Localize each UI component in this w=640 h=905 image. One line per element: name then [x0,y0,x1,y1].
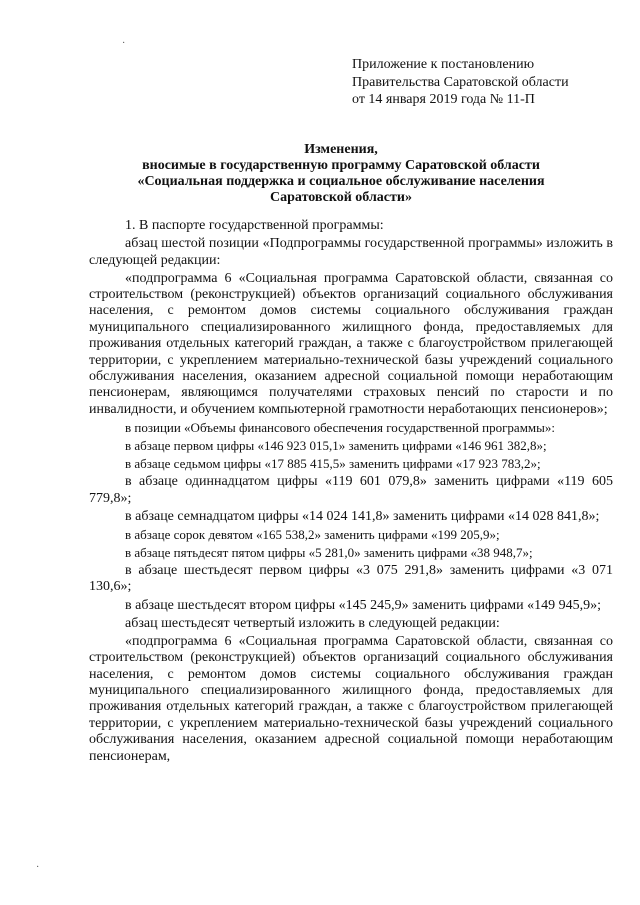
paragraph: в абзаце шестьдесят втором цифры «145 245,9» заменить цифрами «149 945,9»; [125,597,601,613]
paragraph: «подпрограмма 6 «Социальная программа Саратовской области, связанная со строительством (реконструкцией) объектов организаций социального обслуживания населения, с ремонтом домов системы социального обслуживания граждан муниципального специализированного жилищного фонда, предоставляемых для проживания отдельных категорий граждан, а также с благоустройством прилегающей территории, с укреплением материально-технической базы учреждений социального обслуживания населения, оказанием адресной социальной помощи неработающим пенсионерам, [89,633,613,764]
title-line-1: Изменения, [304,142,378,157]
paragraph: в абзаце седьмом цифры «17 885 415,5» заменить цифрами «17 923 783,2»; [125,456,541,472]
paragraph: 1. В паспорте государственной программы: [125,218,384,233]
attachment-line-3: от 14 января 2019 года № 11-П [352,92,535,107]
title-line-4: Саратовской области» [270,190,412,205]
scan-speck: · [122,38,126,49]
paragraph: «подпрограмма 6 «Социальная программа Саратовской области, связанная со строительством (реконструкцией) объектов организаций социального обслуживания населения, с ремонтом домов системы социального обслуживания граждан муниципального специализированного жилищного фонда, предоставляемых для проживания отдельных категорий граждан, а также с благоустройством прилегающей территории, с укреплением материально-технической базы учреждений социального обслуживания населения, оказанием адресной социальной помощи неработающим пенсионерам, являющимся получателями страховых пенсий по старости и по инвалидности, и обучением компьютерной грамотности неработающих пенсионеров»; [89,270,613,417]
paragraph: в абзаце семнадцатом цифры «14 024 141,8» заменить цифрами «14 028 841,8»; [125,508,600,524]
attachment-line-1: Приложение к постановлению [352,57,535,72]
paragraph: в абзаце сорок девятом «165 538,2» заменить цифрами «199 205,9»; [125,526,500,542]
paragraph: в абзаце пятьдесят пятом цифры «5 281,0» заменить цифрами «38 948,7»; [125,544,533,560]
attachment-line-2: Правительства Саратовской области [352,74,569,90]
document-body [89,218,613,767]
paragraph: в абзаце шестьдесят первом цифры «3 075 291,8» заменить цифрами «3 071 130,6»; [89,563,613,595]
scan-speck: · [36,862,40,873]
title-line-2: вносимые в государственную программу Саратовской области [142,158,540,173]
attachment-header [352,56,569,109]
paragraph: абзац шестьдесят четвертый изложить в следующей редакции: [125,615,500,631]
paragraph: в абзаце первом цифры «146 923 015,1» заменить цифрами «146 961 382,8»; [125,438,547,454]
paragraph: абзац шестой позиции «Подпрограммы государственной программы» изложить в следующей редакции: [89,236,613,268]
document-title [90,142,592,206]
paragraph: в абзаце одиннадцатом цифры «119 601 079,8» заменить цифрами «119 605 779,8»; [89,474,613,506]
title-line-3: «Социальная поддержка и социальное обслуживание населения [137,174,545,189]
paragraph: в позиции «Объемы финансового обеспечения государственной программы»: [125,419,556,435]
